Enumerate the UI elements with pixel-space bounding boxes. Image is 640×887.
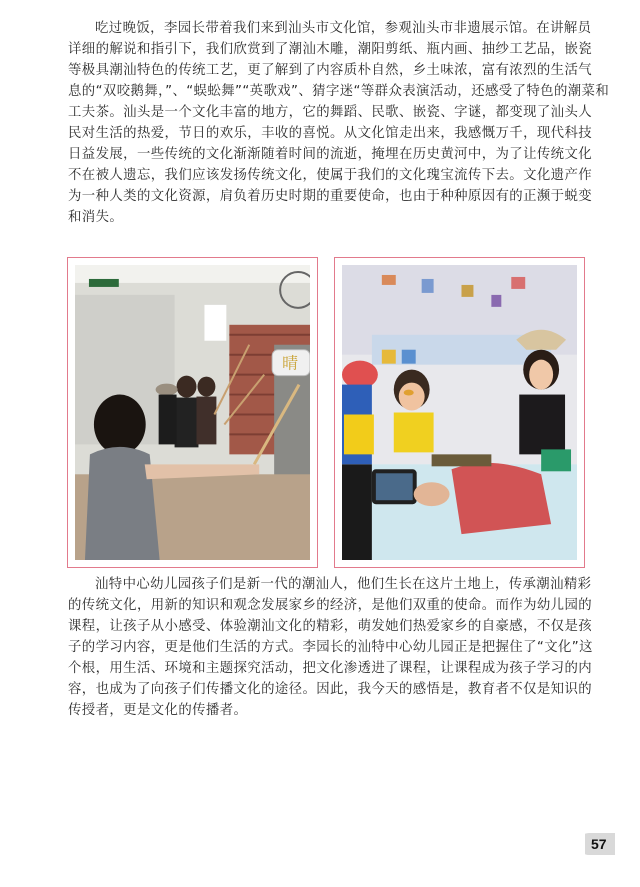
text-line: 等极具潮汕特色的传统工艺，更了解到了内容质朴自然，乡土味浓，富有浓烈的生活气	[68, 63, 593, 78]
photo-frame-left	[67, 257, 318, 568]
text-line: 和消失。	[68, 210, 124, 225]
text-line: 详细的解说和指引下，我们欣赏到了潮汕木雕，潮阳剪纸、瓶内画、抽纱工艺品，嵌瓷	[68, 42, 593, 57]
photo-exhibition-hall	[75, 265, 310, 560]
text-line: 的传统文化，用新的知识和观念发展家乡的经济，是他们双重的使命。而作为幼儿园的	[68, 598, 593, 613]
text-line: 课程，让孩子从小感受、体验潮汕文化的精彩，萌发她们热爱家乡的自豪感，不仅是孩	[68, 619, 593, 634]
page-number	[585, 833, 615, 853]
photo-classroom-activity	[342, 265, 577, 560]
text-line: 为一种人类的文化资源，肩负着历史时期的重要使命，也由于种种原因有的正濒于蜕变	[68, 189, 593, 204]
photo-frame-right	[334, 257, 585, 568]
text-line: 民对生活的热爱，节日的欢乐，丰收的喜悦。从文化馆走出来，我感慨万千，现代科技	[68, 126, 593, 141]
text-line: 息的“双咬鹅舞，”、“蜈蚣舞”“英歌戏”、猜字迷“等群众表演活动，还感受了特色的潮菜和	[68, 84, 610, 99]
text-line: 容，也成为了向孩子们传播文化的途径。因此，我今天的感悟是，教育者不仅是知识的	[68, 682, 593, 697]
text-line: 日益发展，一些传统的文化渐渐随着时间的流逝，掩埋在历史黄河中，为了让传统文化	[68, 147, 593, 162]
sign-text: 晴	[282, 353, 299, 373]
text-line: 个根，用生活、环境和主题探究活动，把文化渗透进了课程，让课程成为孩子学习的内	[68, 661, 593, 676]
page-number-text: 57	[591, 836, 607, 852]
body-paragraph-1	[68, 18, 610, 228]
text-line: 不在被人遗忘，我们应该发扬传统文化，使属于我们的文化瑰宝流传下去。文化遗产作	[68, 168, 593, 183]
text-line: 工夫茶。汕头是一个文化丰富的地方，它的舞蹈、民歌、嵌瓷、字谜，都变现了汕头人	[68, 105, 593, 120]
text-line: 吃过晚饭，李园长带着我们来到汕头市文化馆，参观汕头市非遗展示馆。在讲解员	[95, 21, 592, 36]
body-paragraph-2	[68, 574, 593, 721]
text-line: 传授者，更是文化的传播者。	[68, 703, 248, 718]
text-line: 汕特中心幼儿园孩子们是新一代的潮汕人，他们生长在这片土地上，传承潮汕精彩	[95, 577, 592, 592]
text-line: 子的学习内容，更是他们生活的方式。李园长的汕特中心幼儿园正是把握住了“文化”这	[68, 640, 593, 655]
